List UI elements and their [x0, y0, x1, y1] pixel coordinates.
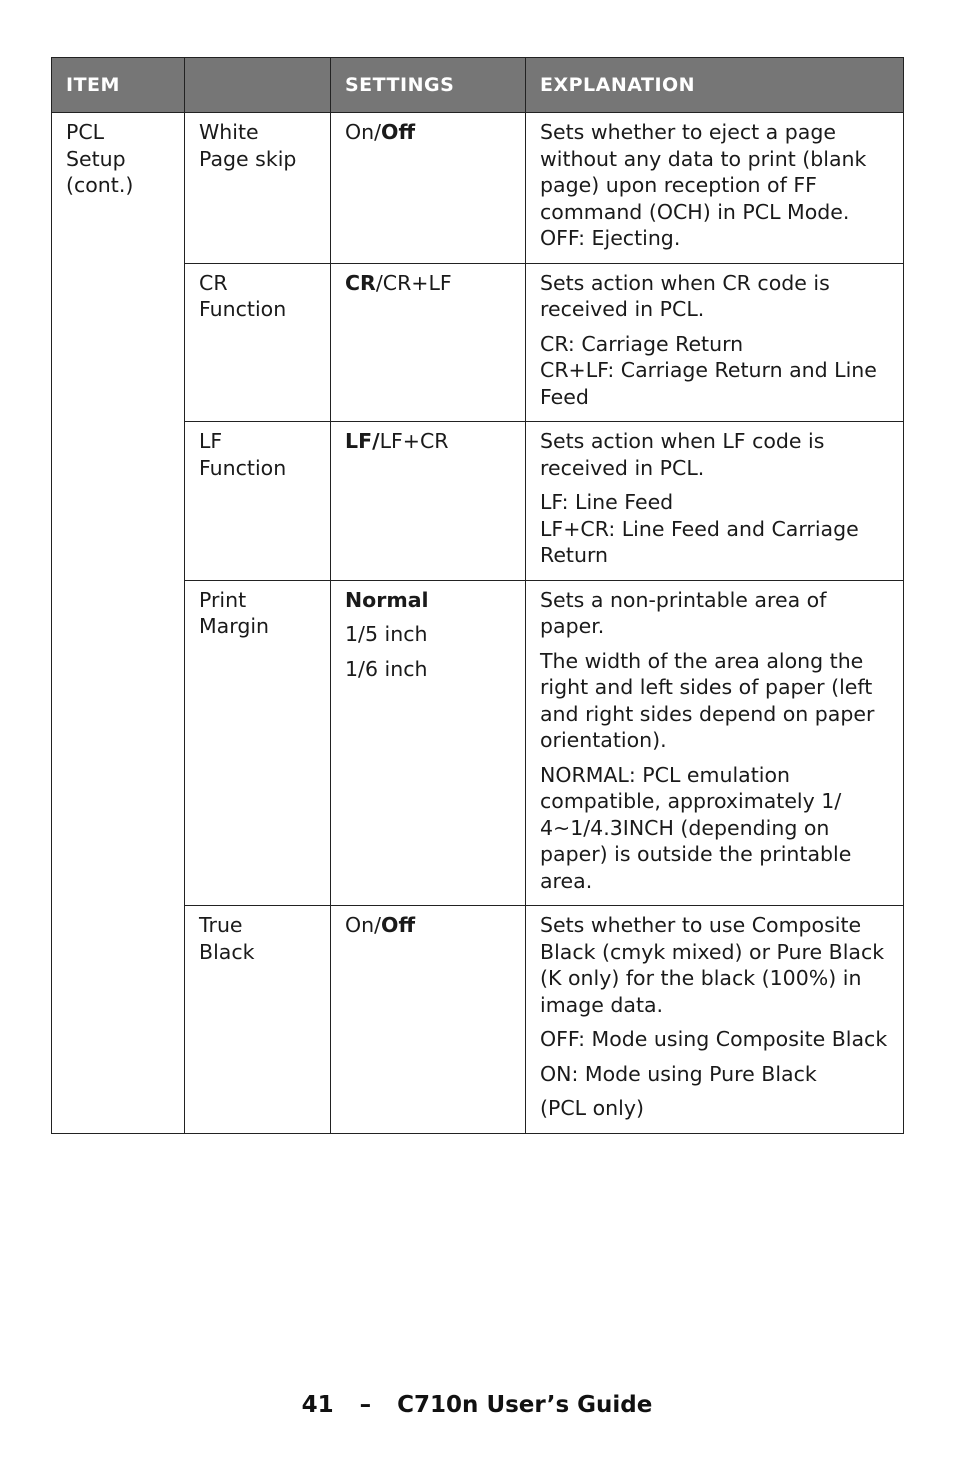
page-footer — [0, 1392, 954, 1418]
guide-title: C710n User’s Guide — [397, 1392, 653, 1418]
row-explanation-cell — [526, 906, 904, 1134]
setting-option: 1/5 inch — [345, 622, 428, 646]
default-setting: Normal — [345, 587, 429, 612]
default-setting: CR — [345, 270, 376, 295]
item-group-label: PCL Setup (cont.) — [66, 120, 134, 197]
explanation-text: LF: Line Feed LF+CR: Line Feed and Carriage Return — [540, 490, 859, 567]
row-explanation-cell — [526, 263, 904, 422]
row-explanation-cell — [526, 113, 904, 264]
explanation-text: Sets action when CR code is received in PCL. — [540, 270, 830, 321]
explanation-text: OFF: Mode using Composite Black — [540, 1027, 888, 1051]
header-settings: SETTINGS — [331, 58, 526, 113]
setting-option: LF+CR — [379, 429, 449, 453]
explanation-text: ON: Mode using Pure Black — [540, 1061, 817, 1086]
setting-option: 1/6 inch — [345, 656, 428, 681]
row-name: LF Function — [199, 429, 287, 480]
footer-separator: – — [359, 1392, 372, 1418]
table-header-row — [52, 58, 904, 113]
row-explanation-cell — [526, 580, 904, 906]
row-name: CR Function — [199, 270, 287, 321]
table-row — [52, 113, 904, 264]
header-subitem — [185, 58, 331, 113]
default-setting: Off — [381, 913, 416, 937]
row-settings-cell — [331, 263, 526, 422]
row-name: Print Margin — [199, 587, 270, 638]
row-settings-cell — [331, 580, 526, 906]
row-name-cell — [185, 580, 331, 906]
setting-option: On/ — [345, 120, 382, 144]
row-name-cell — [185, 113, 331, 264]
default-setting: LF/ — [345, 429, 380, 453]
row-settings-cell — [331, 422, 526, 581]
row-name: True Black — [199, 913, 255, 964]
explanation-text: CR: Carriage Return CR+LF: Carriage Return and Line Feed — [540, 331, 877, 409]
row-settings-cell — [331, 906, 526, 1134]
row-name-cell — [185, 906, 331, 1134]
settings-table — [51, 57, 904, 1134]
explanation-text: The width of the area along the right and left sides of paper (left and right sides depend on paper orientation). — [540, 648, 875, 752]
explanation-text: Sets a non-printable area of paper. — [540, 587, 827, 638]
row-name-cell — [185, 263, 331, 422]
explanation-text: (PCL only) — [540, 1096, 644, 1120]
item-group-cell — [52, 113, 185, 1134]
row-name: White Page skip — [199, 120, 297, 171]
row-explanation-cell — [526, 422, 904, 581]
explanation-text: Sets action when LF code is received in PCL. — [540, 429, 825, 480]
default-setting: Off — [381, 120, 416, 144]
setting-option: On/ — [345, 913, 382, 937]
row-name-cell — [185, 422, 331, 581]
row-settings-cell — [331, 113, 526, 264]
explanation-text: Sets whether to use Composite Black (cmyk mixed) or Pure Black (K only) for the black (100%) in image data. — [540, 913, 885, 1017]
explanation-text: Sets whether to eject a page without any data to print (blank page) upon reception of FF command (OCH) in PCL Mode. OFF: Ejecting. — [540, 120, 867, 250]
header-item: ITEM — [52, 58, 185, 113]
page-number: 41 — [301, 1392, 334, 1418]
header-explanation: EXPLANATION — [526, 58, 904, 113]
setting-option: /CR+LF — [375, 270, 452, 295]
explanation-text: NORMAL: PCL emulation compatible, approximately 1/ 4~1/4.3INCH (depending on paper) is outside the printable area. — [540, 762, 852, 893]
